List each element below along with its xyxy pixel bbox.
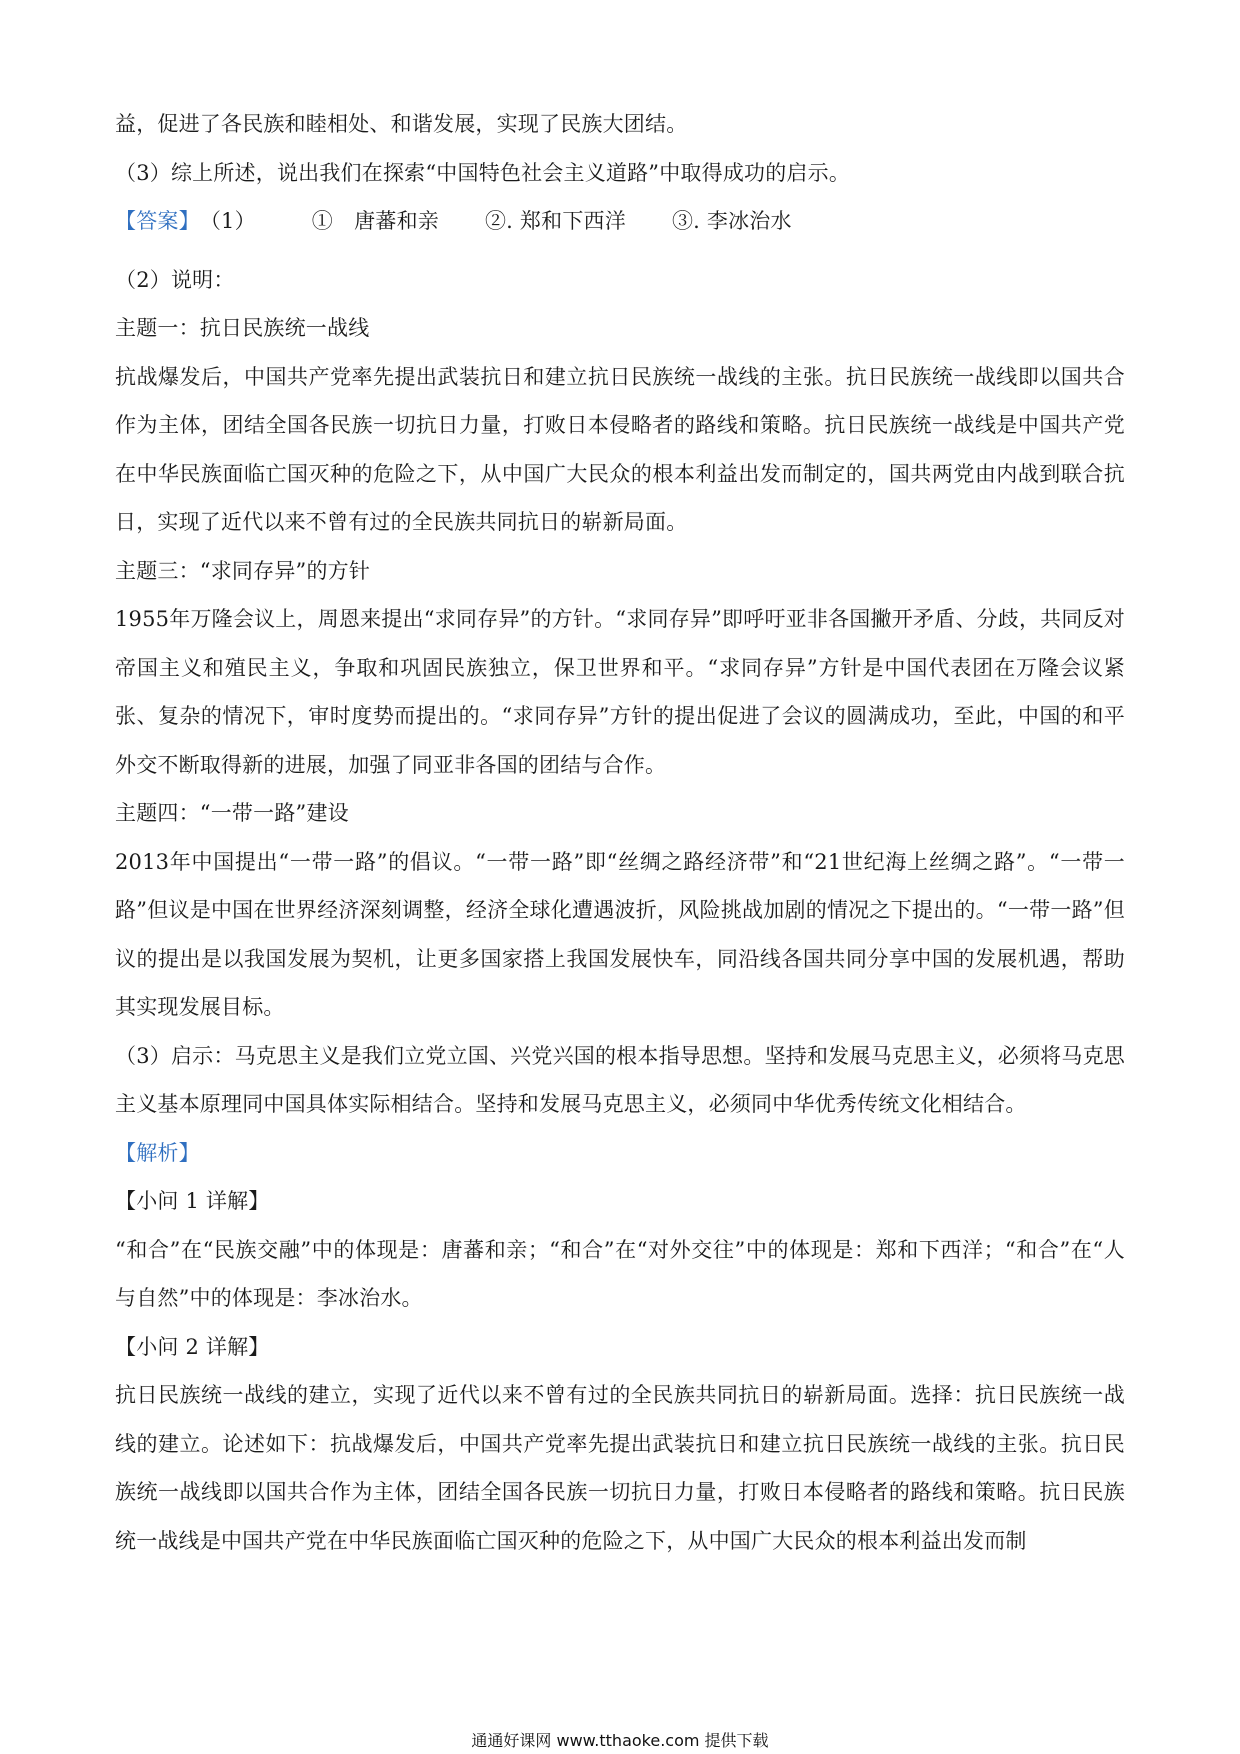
sub-question-2-title: 【小问 2 详解】 — [115, 1334, 270, 1359]
theme-3-body: 1955年万隆会议上，周恩来提出“求同存异”的方针。“求同存异”即呼吁亚非各国撇开矛盾、分歧，共同反对帝国主义和殖民主义，争取和巩固民族独立，保卫世界和平。“求同存异”方针是中国代表团在万隆会议紧张、复杂的情况下，审时度势而提出的。“求同存异”方针的提出促进了会议的圆满成功，至此，中国的和平外交不断取得新的进展，加强了同亚非各国的团结与合作。 — [115, 607, 1125, 777]
sub-question-1-body: “和合”在“民族交融”中的体现是：唐蕃和亲；“和合”在“对外交往”中的体现是：郑和下西洋；“和合”在“人与自然”中的体现是：李冰治水。 — [115, 1237, 1125, 1310]
document-page — [115, 100, 1125, 1565]
theme-1-title: 主题一：抗日民族统一战线 — [115, 316, 370, 340]
theme-4-title: 主题四：“一带一路”建设 — [115, 801, 349, 825]
analysis-tag: 【解析】 — [115, 1140, 200, 1165]
sub-question-2-body: 抗日民族统一战线的建立，实现了近代以来不曾有过的全民族共同抗日的崭新局面。选择：抗日民族统一战线的建立。论述如下：抗战爆发后，中国共产党率先提出武装抗日和建立抗日民族统一战线的主张。抗日民族统一战线即以国共合作为主体，团结全国各民族一切抗日力量，打败日本侵略者的路线和策略。抗日民族统一战线是中国共产党在中华民族面临亡国灭种的危险之下，从中国广大民众的根本利益出发而制 — [115, 1383, 1125, 1553]
answer-tag: 【答案】 — [115, 209, 200, 233]
answer-item-3: ③. 李冰治水 — [671, 209, 792, 233]
answer-2-intro: （2）说明： — [115, 267, 235, 292]
continued-text: 益，促进了各民族和睦相处、和谐发展，实现了民族大团结。 — [115, 112, 688, 136]
answer-3-body: （3）启示：马克思主义是我们立党立国、兴党兴国的根本指导思想。坚持和发展马克思主义，必须将马克思主义基本原理同中国具体实际相结合。坚持和发展马克思主义，必须同中华优秀传统文化相结合。 — [115, 1043, 1125, 1116]
answer-item-1: ① 唐蕃和亲 — [311, 209, 439, 233]
sub-question-1-title: 【小问 1 详解】 — [115, 1189, 270, 1213]
page-footer[interactable]: 通通好课网 www.tthaoke.com 提供下载 — [471, 1731, 769, 1750]
answer-row — [115, 197, 1125, 246]
theme-1-body: 抗战爆发后，中国共产党率先提出武装抗日和建立抗日民族统一战线的主张。抗日民族统一战线即以国共合作为主体，团结全国各民族一切抗日力量，打败日本侵略者的路线和策略。抗日民族统一战线是中国共产党在中华民族面临亡国灭种的危险之下，从中国广大民众的根本利益出发而制定的，国共两党由内战到联合抗日，实现了近代以来不曾有过的全民族共同抗日的崭新局面。 — [115, 364, 1125, 534]
theme-4-body: 2013年中国提出“一带一路”的倡议。“一带一路”即“丝绸之路经济带”和“21世纪海上丝绸之路”。“一带一路”但议是中国在世界经济深刻调整，经济全球化遭遇波折，风险挑战加剧的情况之下提出的。“一带一路”但议的提出是以我国发展为契机，让更多国家搭上我国发展快车，同沿线各国共同分享中国的发展机遇，帮助其实现发展目标。 — [115, 849, 1125, 1019]
theme-3-title: 主题三：“求同存异”的方针 — [115, 558, 371, 583]
answer-number: （1） — [199, 209, 256, 233]
question-3: （3）综上所述，说出我们在探索“中国特色社会主义道路”中取得成功的启示。 — [115, 160, 851, 185]
answer-item-2: ②. 郑和下西洋 — [484, 209, 626, 233]
